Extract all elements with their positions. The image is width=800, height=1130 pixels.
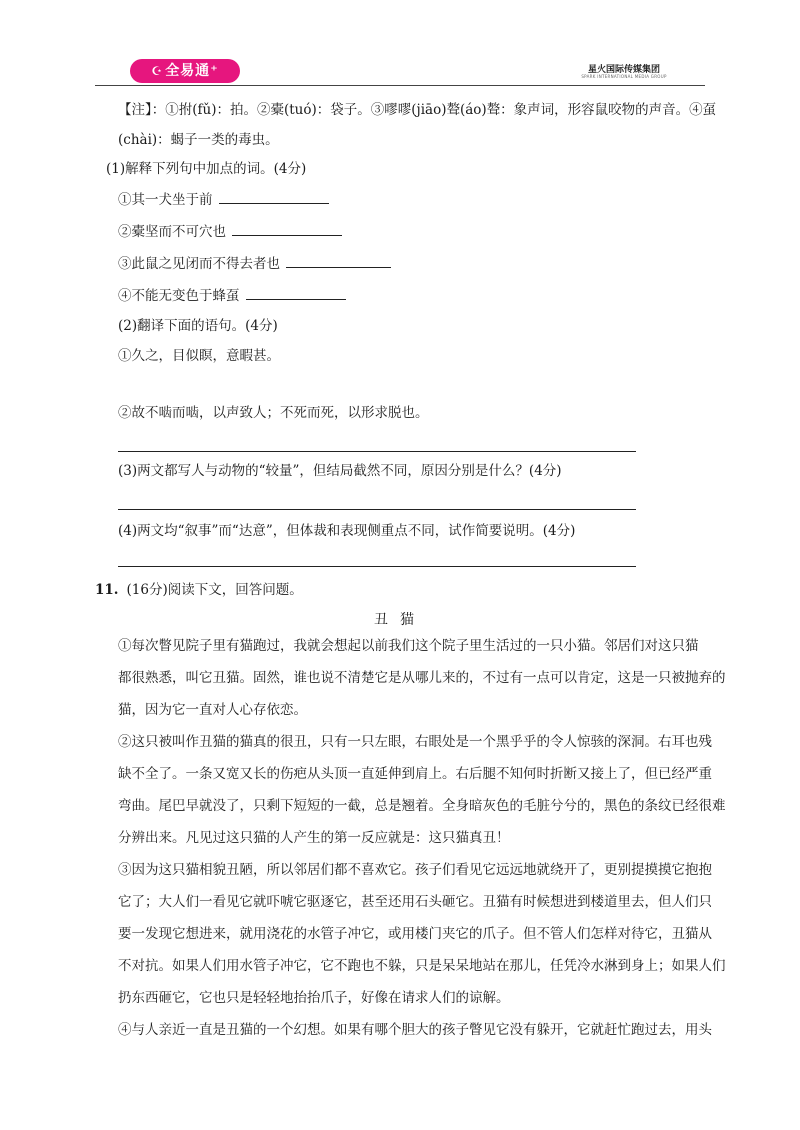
header-divider (95, 85, 705, 86)
passage-line: ②这只被叫作丑猫的猫真的很丑，只有一只左眼，右眼处是一个黑乎乎的令人惊骇的深洞。右耳也残 (118, 734, 712, 750)
q1-item-4 (118, 286, 346, 305)
passage-line: 猫，因为它一直对人心存依恋。 (118, 702, 307, 718)
q2-item-2: ②故不啮而啮，以声致人；不死而死，以形求脱也。 (118, 405, 429, 421)
answer-blank[interactable] (246, 286, 346, 300)
brand-logo (130, 59, 240, 83)
question-number: 11. (95, 582, 119, 598)
answer-blank[interactable] (286, 254, 391, 268)
q1-item-text: ③此鼠之见闭而不得去者也 (118, 256, 280, 272)
publisher-name: 星火国际传媒集团 (587, 65, 660, 75)
passage-title: 丑猫 (374, 612, 426, 628)
q1-heading: (1)解释下列句中加点的词。(4分) (106, 161, 307, 177)
note-line-1: 【注】：①拊(fǔ)：拍。②橐(tuó)：袋子。③嘐嘐(jiāo)聱(áo)聱：象声词，形容鼠咬物的声音。④虿 (118, 102, 717, 118)
q1-item-text: ①其一犬坐于前 (118, 192, 213, 208)
q3-text: (3)两文都写人与动物的“较量”，但结局截然不同，原因分别是什么？(4分) (118, 463, 562, 479)
note-line-2: (chài)：蝎子一类的毒虫。 (118, 132, 279, 148)
q1-item-text: ④不能无变色于蜂虿 (118, 288, 240, 304)
passage-line: ①每次瞥见院子里有猫跑过，我就会想起以前我们这个院子里生活过的一只小猫。邻居们对这只猫 (118, 638, 699, 654)
passage-line: 要一发现它想进来，就用浇花的水管子冲它，或用楼门夹它的爪子。但不管人们怎样对待它，丑猫从 (118, 926, 712, 942)
passage-line: ④与人亲近一直是丑猫的一个幻想。如果有哪个胆大的孩子瞥见它没有躲开，它就赶忙跑过去，用头 (118, 1022, 712, 1038)
passage-line: ③因为这只猫相貌丑陋，所以邻居们都不喜欢它。孩子们看见它远远地就绕开了，更别提摸摸它抱抱 (118, 862, 712, 878)
passage-line: 不对抗。如果人们用水管子冲它，它不跑也不躲，只是呆呆地站在那儿，任凭冷水淋到身上；如果人们 (118, 958, 726, 974)
passage-line: 弯曲。尾巴早就没了，只剩下短短的一截，总是翘着。全身暗灰色的毛脏兮兮的，黑色的条纹已经很难 (118, 798, 726, 814)
publisher-name-en: SPARK INTERNATIONAL MEDIA GROUP (581, 74, 667, 79)
answer-line[interactable] (118, 451, 636, 452)
q2-item-1: ①久之，目似瞑，意暇甚。 (118, 348, 280, 364)
answer-blank[interactable] (219, 190, 329, 204)
passage-line: 都很熟悉，叫它丑猫。固然，谁也说不清楚它是从哪儿来的，不过有一点可以肯定，这是一只被抛弃的 (118, 670, 726, 686)
passage-line: 扔东西砸它，它也只是轻轻地抬抬爪子，好像在请求人们的谅解。 (118, 990, 510, 1006)
passage-line: 缺不全了。一条又宽又长的伤疤从头顶一直延伸到肩上。右后腿不知何时折断又接上了，但已经严重 (118, 766, 712, 782)
q1-item-1 (118, 190, 329, 209)
q1-item-3 (118, 254, 391, 273)
answer-line[interactable] (118, 509, 636, 510)
swirl-icon: ☪ (151, 64, 164, 78)
q1-item-2 (118, 222, 342, 241)
q1-item-text: ②橐坚而不可穴也 (118, 224, 226, 240)
answer-line[interactable] (118, 566, 636, 567)
page-header (0, 0, 800, 90)
answer-blank[interactable] (232, 222, 342, 236)
passage-line: 它了；大人们一看见它就吓唬它驱逐它，甚至还用石头砸它。丑猫有时候想进到楼道里去，但人们只 (118, 894, 712, 910)
q2-heading: (2)翻译下面的语句。(4分) (118, 318, 278, 334)
logo-text: 全易通 (165, 63, 211, 79)
question-text: (16分)阅读下文，回答问题。 (126, 582, 303, 598)
q4-text: (4)两文均“叙事”而“达意”，但体裁和表现侧重点不同，试作简要说明。(4分) (118, 523, 576, 539)
question-11 (95, 581, 303, 599)
passage-line: 分辨出来。凡见过这只猫的人产生的第一反应就是：这只猫真丑！ (118, 830, 510, 846)
sparkle-icon: ⁺ (210, 63, 219, 79)
